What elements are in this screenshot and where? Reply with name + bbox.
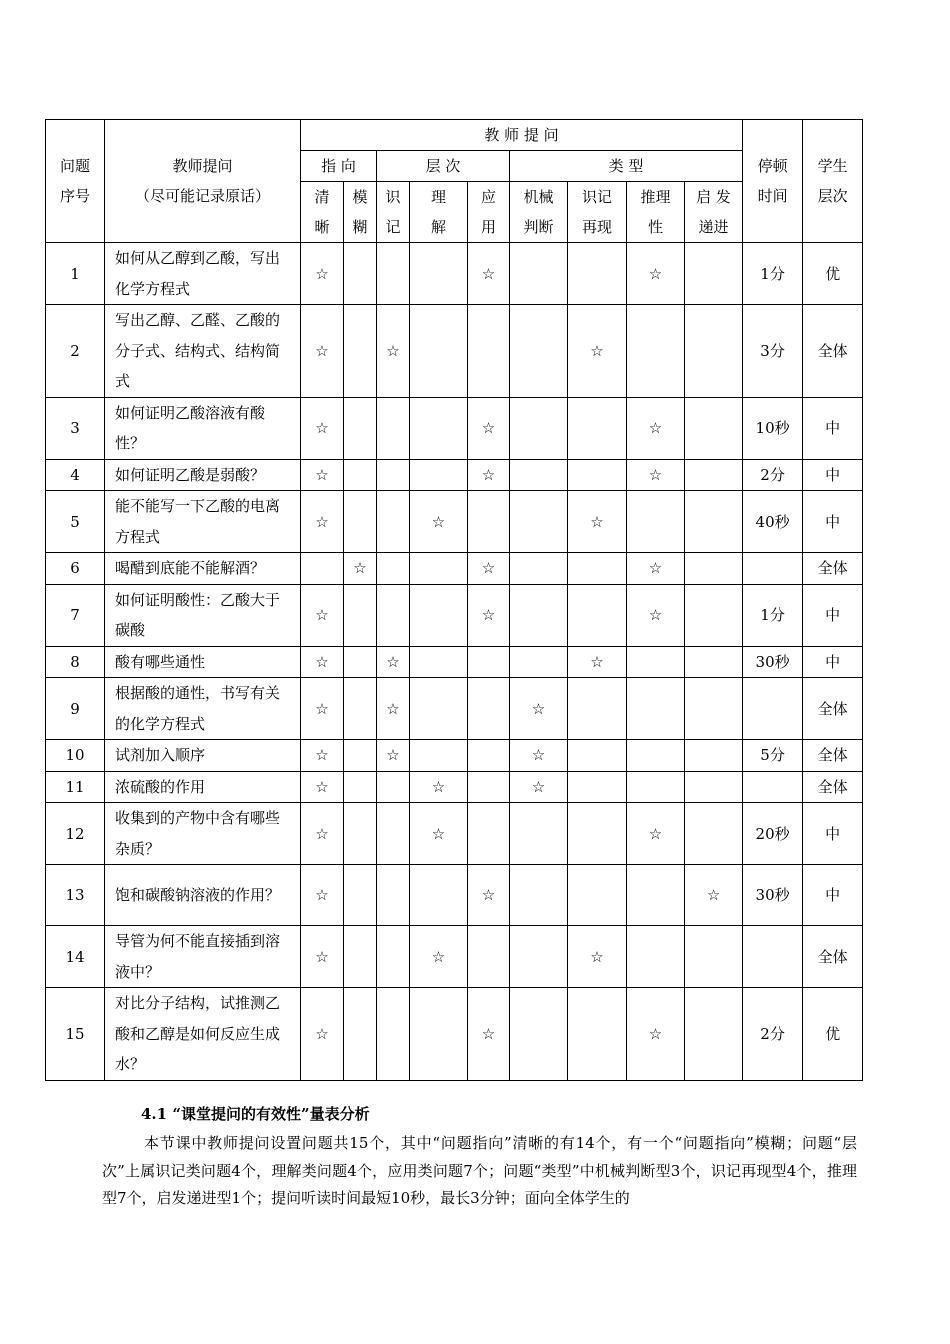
pause-time: 1分 (743, 243, 803, 305)
mark-cell-vague (344, 678, 377, 740)
star-icon: ☆ (315, 947, 329, 966)
star-icon: ☆ (531, 777, 546, 796)
mark-cell-heuristic (685, 803, 743, 865)
row-number: 8 (46, 646, 105, 678)
mark-cell-recall (377, 771, 410, 803)
student-level: 中 (803, 865, 863, 926)
mark-cell-clear (301, 926, 344, 988)
pause-time: 40秒 (743, 491, 803, 553)
mark-cell-recall-reproduce (568, 678, 627, 740)
mark-cell-understand (410, 678, 468, 740)
mark-cell-vague (344, 803, 377, 865)
mark-cell-recall (377, 491, 410, 553)
row-number: 4 (46, 459, 105, 491)
star-icon: ☆ (648, 264, 663, 283)
question-analysis-table (45, 119, 863, 1081)
mark-cell-clear (301, 243, 344, 305)
mark-cell-recall (377, 988, 410, 1081)
mark-cell-understand (410, 740, 468, 772)
mark-cell-understand (410, 305, 468, 398)
mark-cell-apply (468, 553, 510, 585)
star-icon: ☆ (386, 652, 400, 671)
subheader-recall-reproduce: 识记 再现 (568, 182, 627, 243)
mark-cell-apply (468, 988, 510, 1081)
mark-cell-understand (410, 771, 468, 803)
star-icon: ☆ (481, 264, 496, 283)
mark-cell-recall (377, 740, 410, 772)
header-pause: 停顿 时间 (743, 120, 803, 243)
subheader-recall: 识 记 (377, 182, 410, 243)
mark-cell-understand (410, 459, 468, 491)
mark-cell-understand (410, 584, 468, 646)
row-number: 14 (46, 926, 105, 988)
mark-cell-mechanical (510, 491, 568, 553)
header-type: 类 型 (510, 151, 743, 182)
star-icon: ☆ (315, 746, 329, 765)
mark-cell-heuristic (685, 740, 743, 772)
question-text: 试剂加入顺序 (105, 740, 301, 772)
mark-cell-reasoning (627, 459, 685, 491)
mark-cell-recall-reproduce (568, 397, 627, 459)
mark-cell-reasoning (627, 865, 685, 926)
question-text: 根据酸的通性，书写有关的化学方程式 (105, 678, 301, 740)
star-icon: ☆ (481, 886, 496, 904)
question-text: 如何证明酸性：乙酸大于碳酸 (105, 584, 301, 646)
table-row (46, 926, 863, 988)
table-row (46, 865, 863, 926)
mark-cell-recall-reproduce (568, 491, 627, 553)
question-text: 收集到的产物中含有哪些杂质？ (105, 803, 301, 865)
star-icon: ☆ (353, 559, 367, 578)
subheader-mechanical: 机械 判断 (510, 182, 568, 243)
table-row (46, 988, 863, 1081)
question-text: 能不能写一下乙酸的电离方程式 (105, 491, 301, 553)
mark-cell-heuristic (685, 584, 743, 646)
table-row (46, 678, 863, 740)
star-icon: ☆ (648, 419, 663, 437)
question-text: 写出乙醇、乙醛、乙酸的分子式、结构式、结构简式 (105, 305, 301, 398)
mark-cell-mechanical (510, 865, 568, 926)
pause-time: 2分 (743, 459, 803, 491)
mark-cell-recall-reproduce (568, 988, 627, 1081)
mark-cell-recall-reproduce (568, 771, 627, 803)
star-icon: ☆ (315, 465, 329, 484)
mark-cell-clear (301, 678, 344, 740)
question-text: 酸有哪些通性 (105, 646, 301, 678)
pause-time: 30秒 (743, 865, 803, 926)
row-number: 9 (46, 678, 105, 740)
mark-cell-understand (410, 646, 468, 678)
table-row (46, 584, 863, 646)
mark-cell-apply (468, 740, 510, 772)
mark-cell-understand (410, 803, 468, 865)
mark-cell-recall-reproduce (568, 305, 627, 398)
mark-cell-apply (468, 646, 510, 678)
header-student: 学生 层次 (803, 120, 863, 243)
question-text: 饱和碳酸钠溶液的作用？ (105, 865, 301, 926)
mark-cell-understand (410, 926, 468, 988)
mark-cell-clear (301, 459, 344, 491)
pause-time: 1分 (743, 584, 803, 646)
mark-cell-apply (468, 926, 510, 988)
header-level: 层 次 (377, 151, 510, 182)
subheader-clear: 清 晰 (301, 182, 344, 243)
student-level: 中 (803, 584, 863, 646)
mark-cell-mechanical (510, 678, 568, 740)
table-row (46, 553, 863, 585)
mark-cell-clear (301, 305, 344, 398)
star-icon: ☆ (590, 947, 604, 966)
header-seq: 问题 序号 (46, 120, 105, 243)
mark-cell-recall (377, 243, 410, 305)
mark-cell-reasoning (627, 305, 685, 398)
mark-cell-recall-reproduce (568, 865, 627, 926)
table-row (46, 397, 863, 459)
mark-cell-recall (377, 926, 410, 988)
pause-time (743, 553, 803, 585)
mark-cell-recall (377, 678, 410, 740)
pause-time: 30秒 (743, 646, 803, 678)
star-icon: ☆ (590, 652, 604, 671)
mark-cell-reasoning (627, 584, 685, 646)
mark-cell-understand (410, 491, 468, 553)
mark-cell-vague (344, 397, 377, 459)
mark-cell-understand (410, 243, 468, 305)
question-text: 如何证明乙酸是弱酸？ (105, 459, 301, 491)
star-icon: ☆ (648, 824, 663, 843)
mark-cell-apply (468, 865, 510, 926)
mark-cell-understand (410, 553, 468, 585)
star-icon: ☆ (531, 746, 546, 765)
row-number: 2 (46, 305, 105, 398)
star-icon: ☆ (315, 824, 329, 843)
question-text: 浓硫酸的作用 (105, 771, 301, 803)
star-icon: ☆ (315, 264, 329, 283)
mark-cell-clear (301, 646, 344, 678)
question-text: 喝醋到底能不能解酒？ (105, 553, 301, 585)
star-icon: ☆ (648, 465, 663, 484)
mark-cell-reasoning (627, 397, 685, 459)
star-icon: ☆ (481, 559, 496, 578)
table-row (46, 459, 863, 491)
mark-cell-recall (377, 553, 410, 585)
analysis-paragraph: 本节课中教师提问设置问题共15个，其中“问题指向”清晰的有14个，有一个“问题指向”模糊；问题“层次”上属识记类问题4个，理解类问题4个，应用类问题7个；问题“类型”中机械判断型3个，识记再现型4个，推理型7个，启发递进型1个；提问听读时间最短10秒，最长3分钟；面向全体学生的 (102, 1134, 857, 1207)
mark-cell-vague (344, 243, 377, 305)
star-icon: ☆ (648, 606, 663, 624)
mark-cell-recall (377, 584, 410, 646)
mark-cell-mechanical (510, 243, 568, 305)
mark-cell-clear (301, 988, 344, 1081)
question-text: 导管为何不能直接插到溶液中？ (105, 926, 301, 988)
mark-cell-apply (468, 771, 510, 803)
mark-cell-vague (344, 584, 377, 646)
row-number: 7 (46, 584, 105, 646)
mark-cell-heuristic (685, 459, 743, 491)
row-number: 1 (46, 243, 105, 305)
mark-cell-reasoning (627, 988, 685, 1081)
table-row (46, 740, 863, 772)
star-icon: ☆ (481, 606, 496, 624)
section-heading: 4.1 “课堂提问的有效性”量表分析 (141, 1105, 370, 1123)
mark-cell-vague (344, 553, 377, 585)
star-icon: ☆ (431, 512, 446, 531)
table-row (46, 771, 863, 803)
mark-cell-understand (410, 397, 468, 459)
pause-time: 2分 (743, 988, 803, 1081)
subheader-reasoning: 推理 性 (627, 182, 685, 243)
table-row (46, 803, 863, 865)
row-number: 12 (46, 803, 105, 865)
mark-cell-mechanical (510, 740, 568, 772)
mark-cell-apply (468, 803, 510, 865)
mark-cell-clear (301, 865, 344, 926)
student-level: 优 (803, 243, 863, 305)
mark-cell-apply (468, 491, 510, 553)
mark-cell-apply (468, 305, 510, 398)
student-level: 全体 (803, 553, 863, 585)
mark-cell-vague (344, 865, 377, 926)
mark-cell-clear (301, 397, 344, 459)
table-row (46, 646, 863, 678)
mark-cell-clear (301, 771, 344, 803)
mark-cell-recall-reproduce (568, 740, 627, 772)
student-level: 全体 (803, 771, 863, 803)
mark-cell-mechanical (510, 771, 568, 803)
mark-cell-vague (344, 771, 377, 803)
mark-cell-reasoning (627, 553, 685, 585)
mark-cell-recall (377, 865, 410, 926)
row-number: 10 (46, 740, 105, 772)
row-number: 13 (46, 865, 105, 926)
mark-cell-vague (344, 491, 377, 553)
star-icon: ☆ (481, 419, 496, 437)
row-number: 11 (46, 771, 105, 803)
mark-cell-reasoning (627, 491, 685, 553)
mark-cell-mechanical (510, 305, 568, 398)
table-row (46, 491, 863, 553)
star-icon: ☆ (431, 824, 446, 843)
mark-cell-mechanical (510, 584, 568, 646)
mark-cell-mechanical (510, 646, 568, 678)
student-level: 全体 (803, 678, 863, 740)
star-icon: ☆ (315, 512, 329, 531)
mark-cell-recall-reproduce (568, 584, 627, 646)
mark-cell-reasoning (627, 740, 685, 772)
star-icon: ☆ (706, 886, 721, 904)
mark-cell-heuristic (685, 771, 743, 803)
mark-cell-vague (344, 740, 377, 772)
star-icon: ☆ (315, 1024, 329, 1043)
mark-cell-reasoning (627, 803, 685, 865)
mark-cell-recall-reproduce (568, 243, 627, 305)
mark-cell-recall (377, 803, 410, 865)
star-icon: ☆ (315, 341, 329, 360)
mark-cell-apply (468, 678, 510, 740)
student-level: 全体 (803, 740, 863, 772)
mark-cell-vague (344, 926, 377, 988)
star-icon: ☆ (648, 559, 663, 578)
mark-cell-heuristic (685, 926, 743, 988)
mark-cell-mechanical (510, 988, 568, 1081)
row-number: 3 (46, 397, 105, 459)
mark-cell-vague (344, 459, 377, 491)
mark-cell-recall (377, 459, 410, 491)
star-icon: ☆ (315, 886, 329, 904)
student-level: 全体 (803, 926, 863, 988)
star-icon: ☆ (315, 606, 329, 624)
table-row (46, 305, 863, 398)
mark-cell-apply (468, 397, 510, 459)
mark-cell-mechanical (510, 459, 568, 491)
star-icon: ☆ (648, 1024, 663, 1043)
mark-cell-reasoning (627, 771, 685, 803)
mark-cell-heuristic (685, 553, 743, 585)
mark-cell-understand (410, 988, 468, 1081)
mark-cell-recall-reproduce (568, 646, 627, 678)
star-icon: ☆ (315, 652, 329, 671)
student-level: 中 (803, 803, 863, 865)
pause-time: 3分 (743, 305, 803, 398)
mark-cell-reasoning (627, 243, 685, 305)
table-row (46, 243, 863, 305)
mark-cell-vague (344, 305, 377, 398)
mark-cell-clear (301, 740, 344, 772)
pause-time (743, 678, 803, 740)
student-level: 中 (803, 491, 863, 553)
star-icon: ☆ (315, 777, 329, 796)
subheader-heuristic: 启 发 递进 (685, 182, 743, 243)
header-group-title: 教 师 提 问 (301, 120, 743, 151)
mark-cell-heuristic (685, 397, 743, 459)
row-number: 15 (46, 988, 105, 1081)
mark-cell-reasoning (627, 678, 685, 740)
pause-time: 10秒 (743, 397, 803, 459)
mark-cell-apply (468, 243, 510, 305)
question-text: 对比分子结构，试推测乙酸和乙醇是如何反应生成水？ (105, 988, 301, 1081)
star-icon: ☆ (431, 947, 446, 966)
pause-time: 20秒 (743, 803, 803, 865)
student-level: 中 (803, 397, 863, 459)
pause-time (743, 771, 803, 803)
subheader-vague: 模 糊 (344, 182, 377, 243)
mark-cell-recall (377, 305, 410, 398)
row-number: 6 (46, 553, 105, 585)
student-level: 中 (803, 459, 863, 491)
row-number: 5 (46, 491, 105, 553)
student-level: 中 (803, 646, 863, 678)
star-icon: ☆ (590, 341, 604, 360)
question-text: 如何证明乙酸溶液有酸性？ (105, 397, 301, 459)
subheader-understand: 理 解 (410, 182, 468, 243)
mark-cell-apply (468, 459, 510, 491)
mark-cell-reasoning (627, 926, 685, 988)
mark-cell-clear (301, 584, 344, 646)
mark-cell-heuristic (685, 305, 743, 398)
star-icon: ☆ (315, 699, 329, 718)
mark-cell-heuristic (685, 243, 743, 305)
star-icon: ☆ (315, 419, 329, 437)
star-icon: ☆ (386, 341, 400, 360)
mark-cell-understand (410, 865, 468, 926)
mark-cell-recall-reproduce (568, 553, 627, 585)
mark-cell-clear (301, 803, 344, 865)
mark-cell-recall-reproduce (568, 803, 627, 865)
question-text: 如何从乙醇到乙酸，写出化学方程式 (105, 243, 301, 305)
mark-cell-heuristic (685, 678, 743, 740)
star-icon: ☆ (386, 746, 400, 765)
mark-cell-reasoning (627, 646, 685, 678)
mark-cell-recall (377, 646, 410, 678)
mark-cell-heuristic (685, 491, 743, 553)
mark-cell-vague (344, 988, 377, 1081)
header-direction: 指 向 (301, 151, 377, 182)
mark-cell-vague (344, 646, 377, 678)
mark-cell-mechanical (510, 397, 568, 459)
star-icon: ☆ (590, 512, 604, 531)
mark-cell-recall (377, 397, 410, 459)
mark-cell-mechanical (510, 926, 568, 988)
mark-cell-heuristic (685, 988, 743, 1081)
mark-cell-heuristic (685, 865, 743, 926)
star-icon: ☆ (481, 465, 496, 484)
student-level: 优 (803, 988, 863, 1081)
mark-cell-apply (468, 584, 510, 646)
pause-time (743, 926, 803, 988)
mark-cell-heuristic (685, 646, 743, 678)
student-level: 全体 (803, 305, 863, 398)
pause-time: 5分 (743, 740, 803, 772)
mark-cell-mechanical (510, 553, 568, 585)
header-question: 教师提问 （尽可能记录原话） (105, 120, 301, 243)
star-icon: ☆ (531, 699, 546, 718)
mark-cell-clear (301, 491, 344, 553)
mark-cell-recall-reproduce (568, 926, 627, 988)
mark-cell-recall-reproduce (568, 459, 627, 491)
mark-cell-mechanical (510, 803, 568, 865)
subheader-apply: 应 用 (468, 182, 510, 243)
star-icon: ☆ (386, 699, 400, 718)
star-icon: ☆ (481, 1024, 496, 1043)
star-icon: ☆ (431, 777, 446, 796)
mark-cell-clear (301, 553, 344, 585)
